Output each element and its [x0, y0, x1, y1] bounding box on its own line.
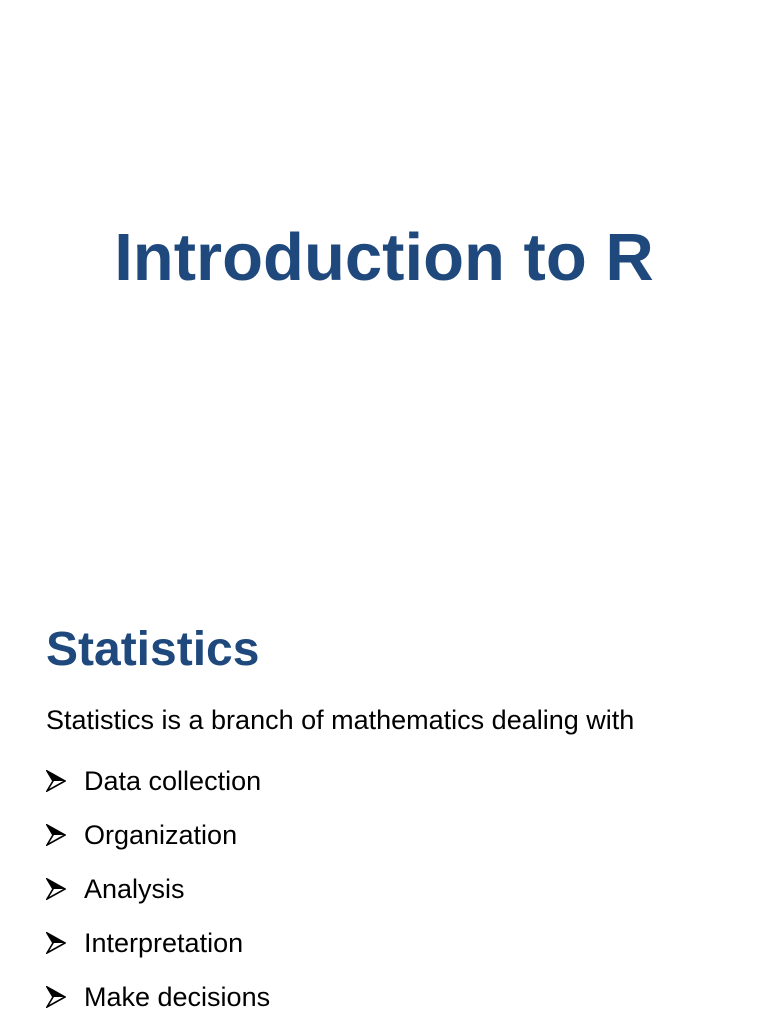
bullet-item — [46, 808, 270, 862]
statistics-slide — [0, 576, 768, 1024]
bullet-list — [46, 754, 270, 1024]
bullet-label: Organization — [84, 819, 238, 850]
intro-text: Statistics is a branch of mathematics dealing with — [46, 705, 635, 735]
bullet-label: Analysis — [84, 873, 185, 904]
bullet-item — [46, 916, 270, 970]
arrowhead-bullet-icon — [46, 770, 66, 792]
bullet-item — [46, 970, 270, 1024]
arrowhead-bullet-icon — [46, 932, 66, 954]
arrowhead-bullet-icon — [46, 824, 66, 846]
bullet-label: Data collection — [84, 765, 262, 796]
section-title: Statistics — [46, 623, 260, 676]
bullet-label: Interpretation — [84, 927, 244, 958]
arrowhead-bullet-icon — [46, 878, 66, 900]
bullet-item — [46, 754, 270, 808]
slide-title: Introduction to R — [114, 220, 654, 295]
bullet-item — [46, 862, 270, 916]
arrowhead-bullet-icon — [46, 986, 66, 1008]
bullet-label: Make decisions — [84, 981, 271, 1012]
